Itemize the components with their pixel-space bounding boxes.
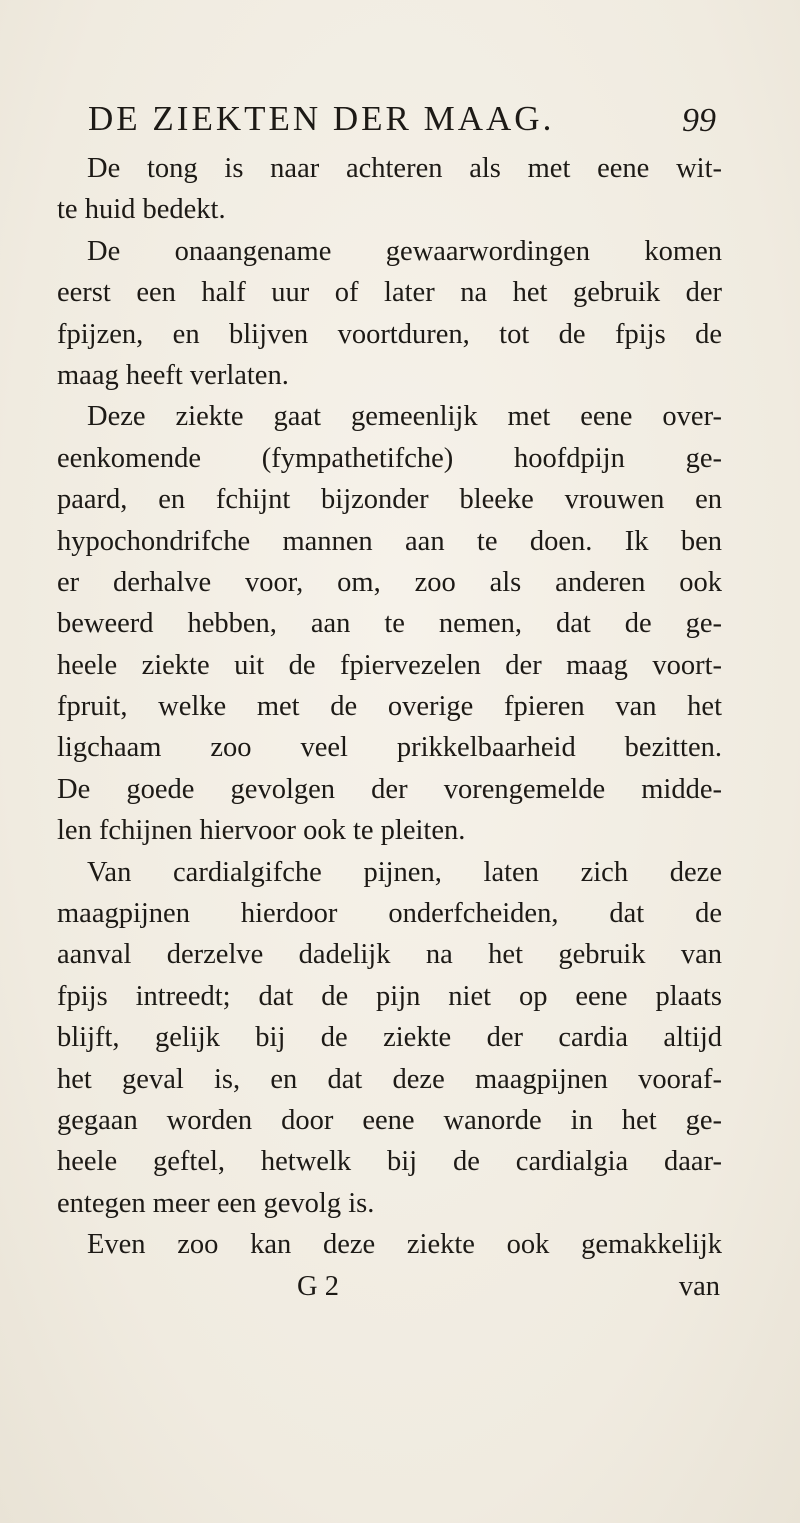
text-line: het geval is, en dat deze maagpijnen vooraf- (57, 1063, 722, 1095)
text-line: De goede gevolgen der vorengemelde midde- (57, 773, 722, 805)
text-line: paard, en fchijnt bijzonder bleeke vrouwen en (57, 484, 722, 516)
text-line: Even zoo kan deze ziekte ook gemakkelijk (87, 1229, 722, 1261)
text-line: hypochondrifche mannen aan te doen. Ik ben (57, 525, 722, 557)
text-line: De onaangename gewaarwordingen komen (87, 235, 722, 267)
text-line: maag heeft verlaten. (57, 359, 289, 391)
running-head: DE ZIEKTEN DER MAAG. (88, 99, 555, 138)
text-line: fpruit, welke met de overige fpieren van het (57, 691, 722, 723)
text-line: blijft, gelijk bij de ziekte der cardia altijd (57, 1022, 722, 1054)
catchword: van (678, 1270, 720, 1302)
text-line: beweerd hebben, aan te nemen, dat de ge- (57, 608, 722, 640)
text-line: Deze ziekte gaat gemeenlijk met eene over- (87, 401, 722, 433)
text-line: er derhalve voor, om, zoo als anderen ook (57, 566, 722, 598)
text-line: gegaan worden door eene wanorde in het ge- (57, 1104, 722, 1136)
text-line: eenkomende (fympathetifche) hoofdpijn ge- (57, 442, 722, 474)
text-line: ligchaam zoo veel prikkelbaarheid bezitten. (57, 732, 722, 764)
text-line: heele geftel, hetwelk bij de cardialgia daar- (57, 1146, 722, 1178)
text-line: maagpijnen hierdoor onderfcheiden, dat de (57, 898, 722, 930)
body-text (57, 148, 722, 1307)
text-line: aanval derzelve dadelijk na het gebruik van (57, 939, 722, 971)
text-line: De tong is naar achteren als met eene wit- (87, 153, 722, 184)
text-line: heele ziekte uit de fpiervezelen der maag voort- (57, 649, 722, 681)
text-line: eerst een half uur of later na het gebruik der (57, 277, 722, 309)
text-line: entegen meer een gevolg is. (57, 1187, 375, 1219)
text-line: Van cardialgifche pijnen, laten zich deze (87, 856, 722, 888)
text-line: fpijs intreedt; dat de pijn niet op eene plaats (57, 980, 722, 1012)
page-header (88, 96, 716, 142)
text-line: len fchijnen hiervoor ook te pleiten. (57, 815, 466, 847)
footer-line (57, 1266, 722, 1307)
text-line: fpijzen, en blijven voortduren, tot de fpijs de (57, 318, 722, 350)
signature-mark: G 2 (297, 1270, 339, 1302)
text-line: te huid bedekt. (57, 194, 226, 226)
page-number: 99 (682, 102, 716, 139)
